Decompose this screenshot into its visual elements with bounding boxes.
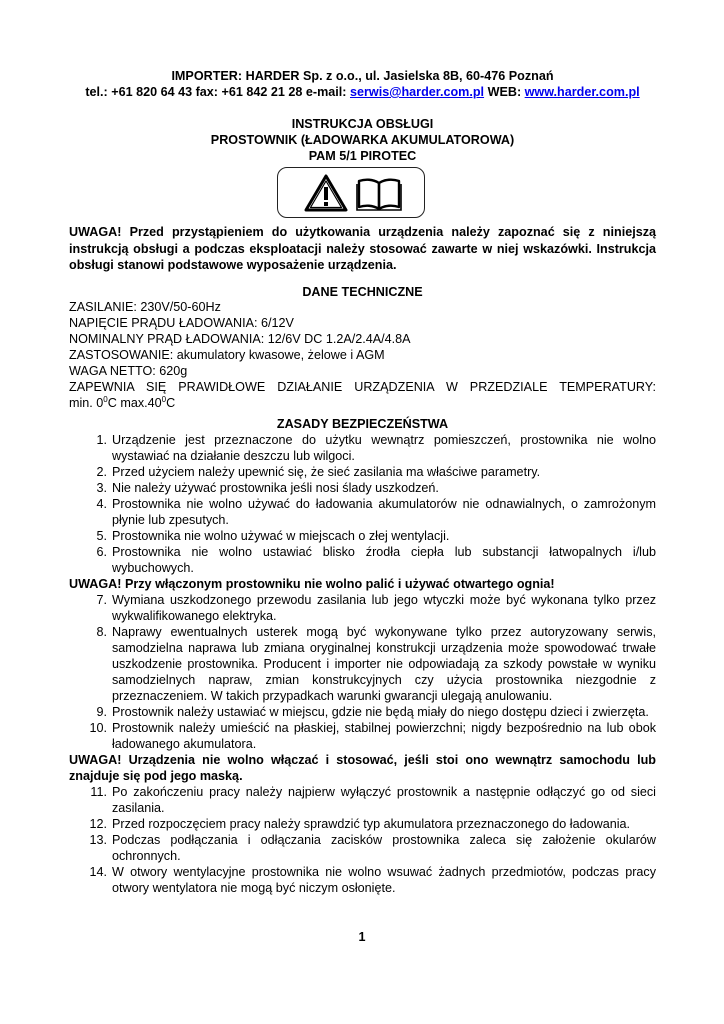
safety-list-b xyxy=(69,592,656,752)
tech-line: ZASTOSOWANIE: akumulatory kwasowe, żelowe i AGM xyxy=(69,348,385,362)
title-line-2: PROSTOWNIK (ŁADOWARKA AKUMULATOROWA) xyxy=(210,133,515,147)
safety-section xyxy=(69,432,656,896)
contact-line xyxy=(69,84,656,100)
temperature-line: ZAPEWNIA SIĘ PRAWIDŁOWE DZIAŁANIE URZĄDZENIA W PRZEDZIALE TEMPERATURY: xyxy=(69,380,656,394)
contact-prefix: tel.: +61 820 64 43 fax: +61 842 21 28 e-mail: xyxy=(85,85,347,99)
list-item: 9. Prostownik należy ustawiać w miejscu, gdzie nie będą miały do niego dostępu dzieci i zwierzęta. xyxy=(96,705,649,719)
warning-intro: UWAGA! Przed przystąpieniem do użytkowania urządzenia należy zapoznać się z niniejszą instrukcją obsługi a podczas eksploatacji należy stosować zawarte w niej wskazówki. Instrukcja obsługi stanowi podstawowe wyposażenie urządzenia. xyxy=(69,225,656,272)
tech-line: NAPIĘCIE PRĄDU ŁADOWANIA: 6/12V xyxy=(69,316,294,330)
importer-line: IMPORTER: HARDER Sp. z o.o., ul. Jasielska 8B, 60-476 Poznań xyxy=(171,69,554,83)
list-item: 12. Przed rozpoczęciem pracy należy sprawdzić typ akumulatora przeznaczonego do ładowania. xyxy=(89,817,631,831)
list-item: 11. Po zakończeniu pracy należy najpierw wyłączyć prostownik a następnie odłączyć go od sieci zasilania. xyxy=(90,785,656,815)
list-item: 3. Nie należy używać prostownika jeśli nosi ślady uszkodzeń. xyxy=(96,481,439,495)
technical-heading: DANE TECHNICZNE xyxy=(302,285,423,299)
title-line-3: PAM 5/1 PIROTEC xyxy=(308,149,417,163)
tech-line: WAGA NETTO: 620g xyxy=(69,364,188,378)
page-number: 1 xyxy=(358,930,366,944)
title-line-1: INSTRUKCJA OBSŁUGI xyxy=(291,117,434,131)
technical-data xyxy=(69,299,656,411)
list-item: 8. Naprawy ewentualnych usterek mogą być wykonywane tylko przez autoryzowany serwis, samodzielna naprawa lub zmiana oryginalnej konstrukcji urządzenia może spowodować trwałe uszkodzenie prostownika. Producent i importer nie odpowiadają za szkody powstałe w wyniku samodzielnych napraw, zmian konstrukcyjnych czy użycia prostownika niezgodnie z przeznaczeniem. W takich przypadkach warunki gwarancji ulegają anulowaniu. xyxy=(96,625,656,703)
list-item: 14. W otwory wentylacyjne prostownika nie wolno wsuwać żadnych przedmiotów, podczas pracy otwory wentylatora nie mogą być niczym osłonięte. xyxy=(89,865,656,895)
list-item: 7. Wymiana uszkodzonego przewodu zasilania lub jego wtyczki może być wykonana tylko przez wykwalifikowanego elektryka. xyxy=(96,593,656,623)
safety-list-a xyxy=(69,432,656,576)
list-item: 2. Przed użyciem należy upewnić się, że sieć zasilania ma właściwe parametry. xyxy=(96,465,541,479)
warning-car: UWAGA! Urządzenia nie wolno włączać i stosować, jeśli stoi ono wewnątrz samochodu lub znajduje się pod jego maską. xyxy=(69,753,656,783)
tech-line: ZASILANIE: 230V/50-60Hz xyxy=(69,300,221,314)
list-item: 1. Urządzenie jest przeznaczone do użytku wewnątrz pomieszczeń, prostownika nie wolno wystawiać na działanie deszczu lub wilgoci. xyxy=(96,433,656,463)
list-item: 5. Prostownika nie wolno używać w miejscach o złej wentylacji. xyxy=(96,529,450,543)
web-label: WEB: xyxy=(487,85,522,99)
safety-icons-box xyxy=(277,167,425,218)
email-link[interactable]: serwis@harder.com.pl xyxy=(349,85,485,99)
list-item: 13. Podczas podłączania i odłączania zacisków prostownika zaleca się założenie okularów ochronnych. xyxy=(89,833,656,863)
temperature-range: min. $0^0C$ $\max.40^0C$ xyxy=(69,394,176,410)
safety-heading: ZASADY BEZPIECZEŃSTWA xyxy=(276,417,449,431)
list-item: 10. Prostownik należy umieścić na płaskiej, stabilnej powierzchni; nigdy bezpośrednio na lub obok ładowanego akumulatora. xyxy=(89,721,656,751)
warning-fire: UWAGA! Przy włączonym prostowniku nie wolno palić i używać otwartego ognia! xyxy=(69,577,555,591)
safety-list-c xyxy=(69,784,656,896)
list-item: 6. Prostownika nie wolno ustawiać blisko źrodła ciepła lub substancji łatwopalnych i/lub wybuchowych. xyxy=(96,545,656,575)
tech-line: NOMINALNY PRĄD ŁADOWANIA: 12/6V DC 1.2A/2.4A/4.8A xyxy=(69,332,411,346)
website-link[interactable]: www.harder.com.pl xyxy=(524,85,640,99)
open-book-icon xyxy=(356,177,402,214)
list-item: 4. Prostownika nie wolno używać do ładowania akumulatorów nie odnawialnych, o zamrożonym płynie lub zpesutych. xyxy=(96,497,656,527)
warning-triangle-icon xyxy=(304,174,348,215)
